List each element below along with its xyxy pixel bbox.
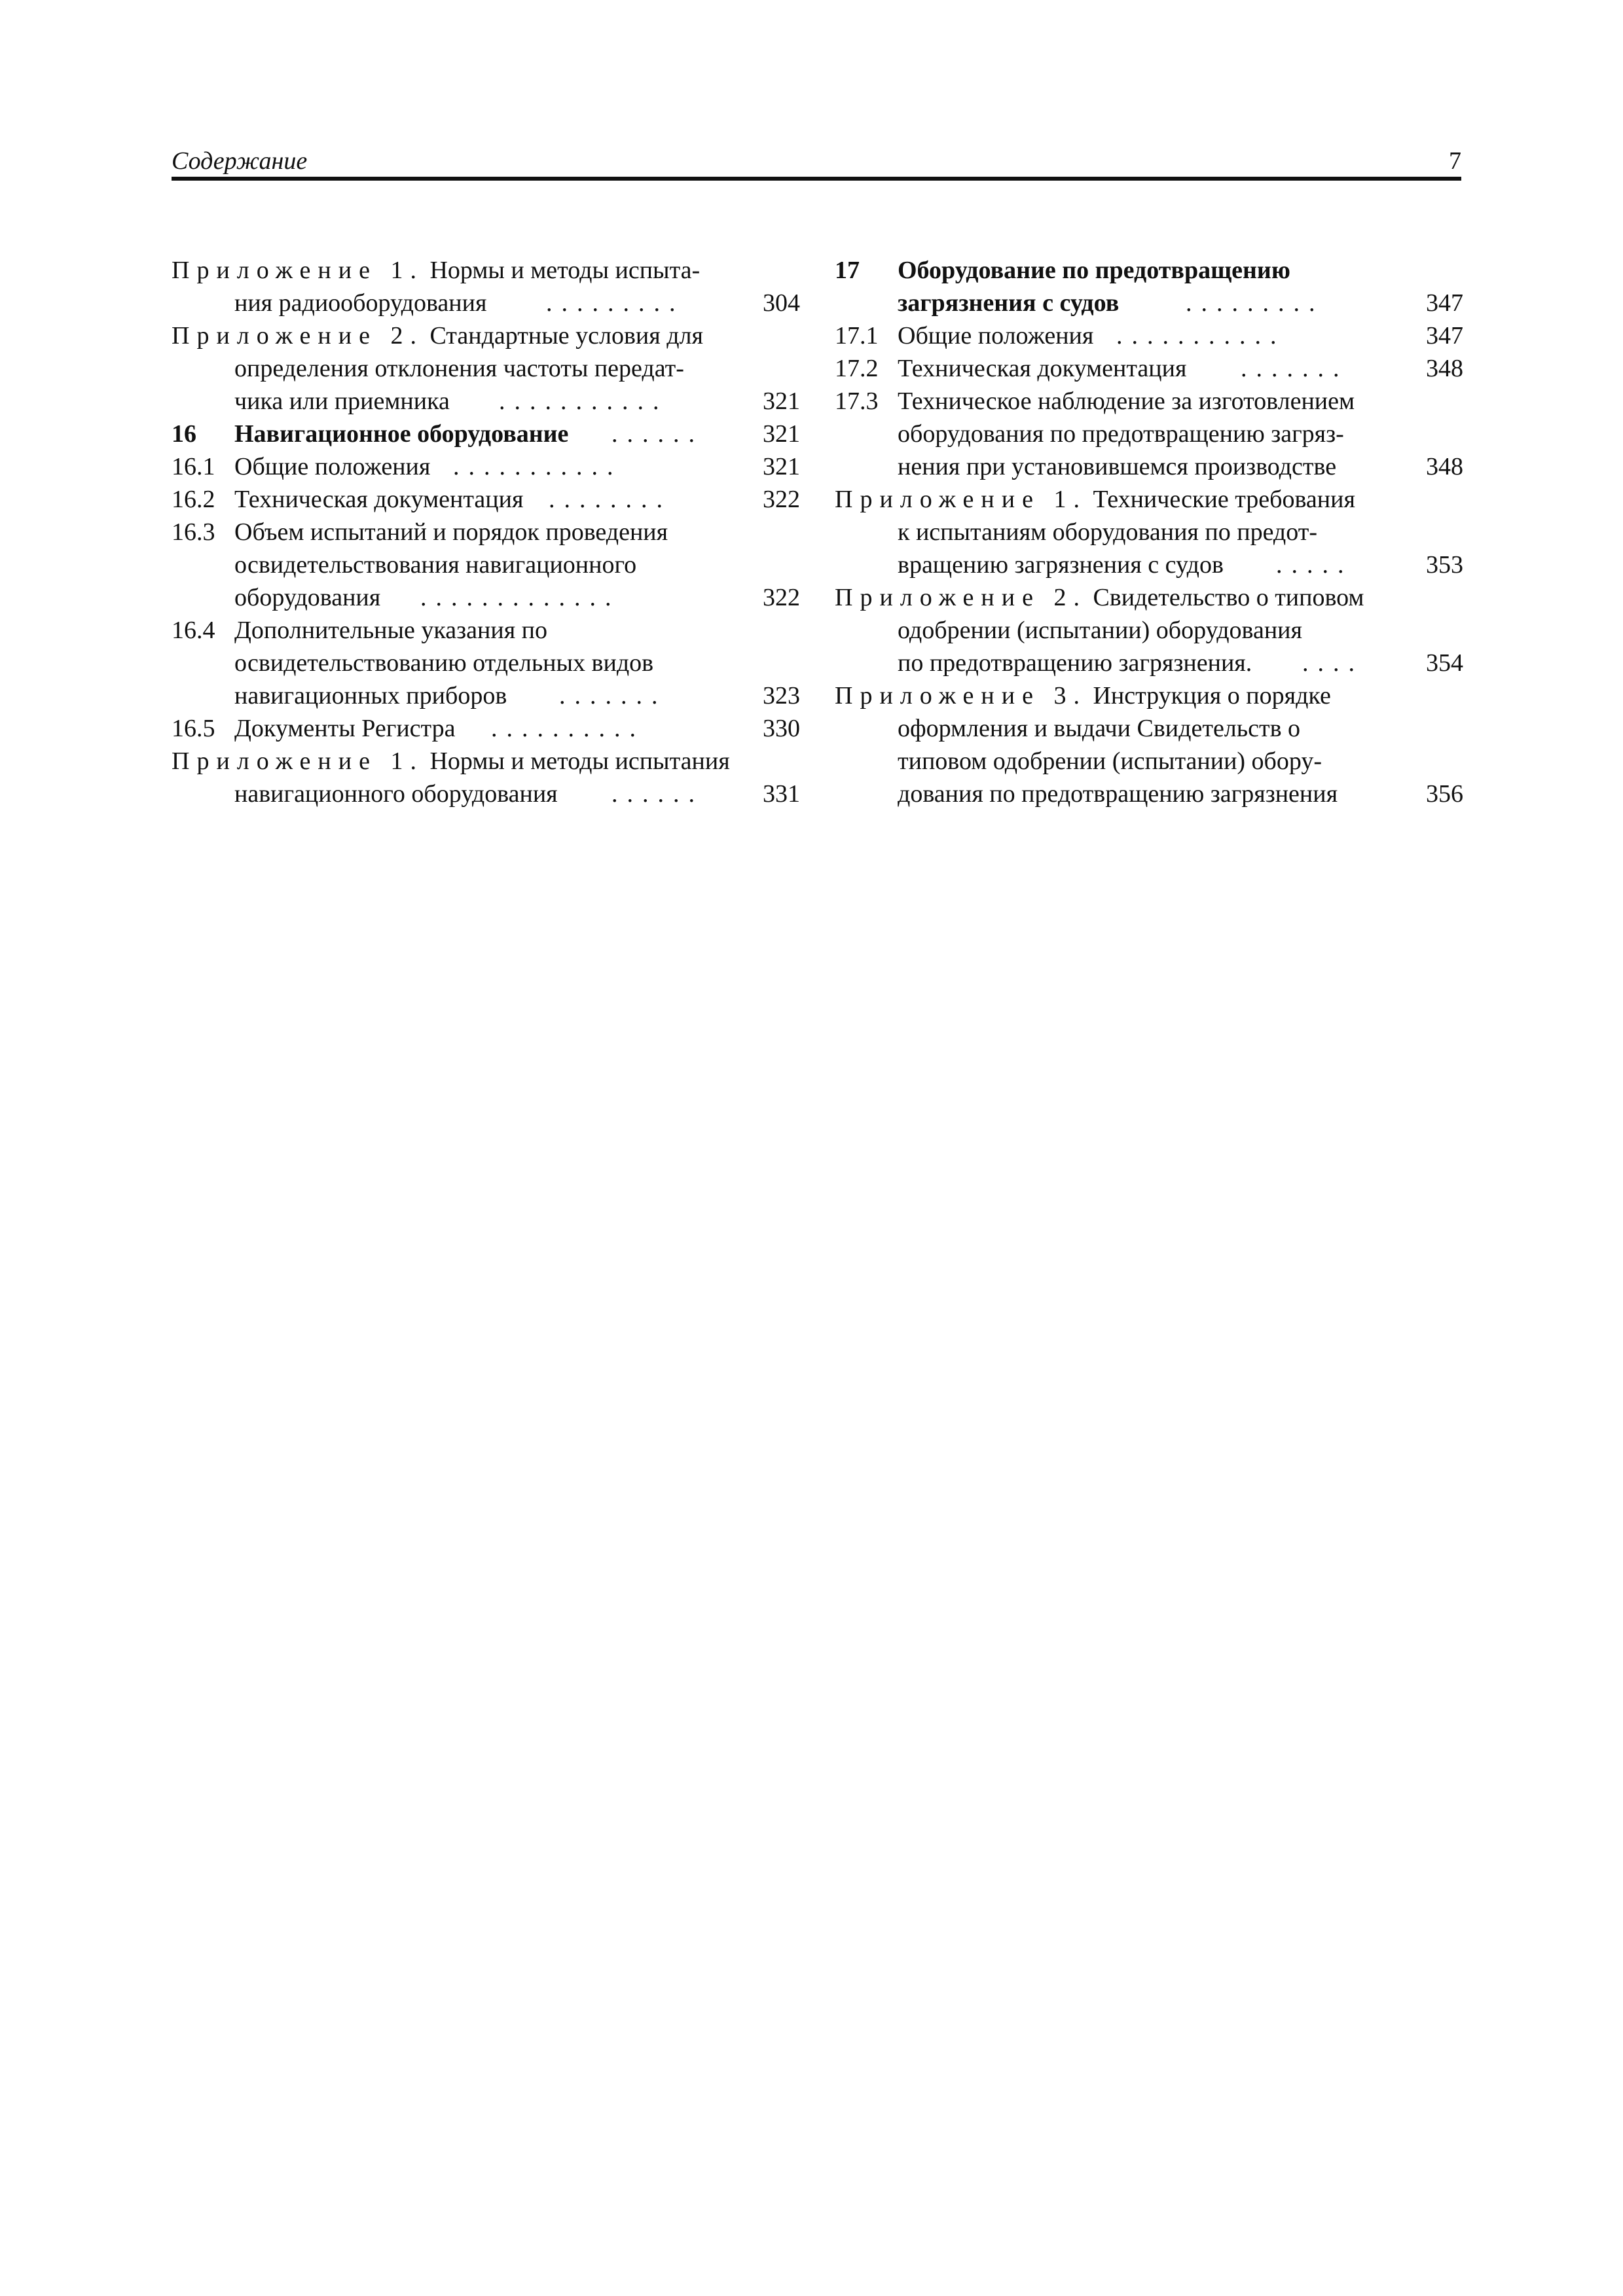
toc-entry-text: Объем испытаний и порядок проведения xyxy=(234,518,668,546)
toc-entry-text: нения при установившемся производстве xyxy=(898,453,1337,480)
toc-entry-appendix-1-navigation[interactable] xyxy=(172,745,800,810)
toc-entry-16-3[interactable] xyxy=(172,516,800,614)
toc-section-title: Общие положения xyxy=(234,453,431,480)
toc-section-number: 16 xyxy=(172,420,196,448)
toc-page-number: 348 xyxy=(1426,453,1463,480)
toc-section-title: Оборудование по предотвращению xyxy=(898,257,1290,284)
toc-entry-text: навигационного оборудования xyxy=(234,780,558,808)
toc-entry-text: освидетельствованию отдельных видов xyxy=(234,649,654,677)
toc-page-number: 348 xyxy=(1426,355,1463,382)
dot-leader: ........... xyxy=(499,387,668,415)
toc-page-number: 322 xyxy=(763,486,800,513)
toc-entry-appendix-2-standard-conditions[interactable] xyxy=(172,319,800,418)
appendix-label: Приложение 1. xyxy=(835,486,1087,513)
toc-section-title: Техническая документация xyxy=(898,355,1187,382)
toc-entry-text: ния радиооборудования xyxy=(234,289,487,317)
toc-entry-text: вращению загрязнения с судов xyxy=(898,551,1224,579)
toc-page-number: 331 xyxy=(763,780,800,808)
toc-page-number: 347 xyxy=(1426,289,1463,317)
toc-section-number: 16.3 xyxy=(172,518,215,546)
toc-entry-text: Дополнительные указания по xyxy=(234,617,548,644)
toc-page-number: 353 xyxy=(1426,551,1463,579)
toc-entry-text: Технические требования xyxy=(1093,486,1355,513)
toc-entry-text: Нормы и методы испытания xyxy=(429,747,730,775)
toc-entry-16-4[interactable] xyxy=(172,614,800,712)
toc-page-number: 356 xyxy=(1426,780,1463,808)
toc-page-number: 321 xyxy=(763,420,800,448)
toc-page-number: 347 xyxy=(1426,322,1463,350)
toc-section-title: Техническая документация xyxy=(234,486,524,513)
appendix-label: Приложение 1. xyxy=(172,747,424,775)
toc-entry-16-2[interactable] xyxy=(172,483,800,516)
toc-entry-17-3[interactable] xyxy=(835,385,1463,483)
running-head xyxy=(172,143,1461,179)
toc-entry-text: одобрении (испытании) оборудования xyxy=(898,617,1303,644)
dot-leader: ....... xyxy=(559,682,667,709)
toc-section-title: Навигационное оборудование xyxy=(234,420,569,448)
appendix-label: Приложение 2. xyxy=(172,322,424,350)
dot-leader: ......... xyxy=(546,289,685,317)
toc-entry-16-5[interactable] xyxy=(172,712,800,745)
toc-page-number: 330 xyxy=(763,715,800,742)
toc-entry-16-1[interactable] xyxy=(172,450,800,483)
toc-entry-text: оформления и выдачи Свидетельств о xyxy=(898,715,1301,742)
toc-entry-text: оборудования xyxy=(234,584,381,611)
dot-leader: .......... xyxy=(491,715,645,742)
toc-section-number: 16.2 xyxy=(172,486,215,513)
toc-section-number: 17.3 xyxy=(835,387,879,415)
toc-entry-text: Инструкция о порядке xyxy=(1093,682,1331,709)
toc-right-column xyxy=(835,254,1463,810)
toc-page-number: 321 xyxy=(763,453,800,480)
toc-section-number: 17.2 xyxy=(835,355,879,382)
toc-entry-text: определения отклонения частоты передат- xyxy=(234,355,684,382)
toc-entry-appendix-1-radio[interactable] xyxy=(172,254,800,319)
toc-section-title: Общие положения xyxy=(898,322,1094,350)
appendix-label: Приложение 1. xyxy=(172,257,424,284)
running-head-title: Содержание xyxy=(172,147,308,175)
toc-section-number: 17.1 xyxy=(835,322,879,350)
toc-entry-text: чика или приемника xyxy=(234,387,450,415)
toc-entry-text: навигационных приборов xyxy=(234,682,507,709)
dot-leader: ........... xyxy=(1116,322,1286,350)
dot-leader: ........ xyxy=(549,486,672,513)
toc-page-number: 304 xyxy=(763,289,800,317)
toc-section-number: 16.4 xyxy=(172,617,215,644)
page-number: 7 xyxy=(1449,147,1461,175)
toc-entry-text: освидетельствования навигационного xyxy=(234,551,637,579)
dot-leader: ......... xyxy=(1186,289,1324,317)
toc-entry-appendix-3-instruction[interactable] xyxy=(835,679,1463,810)
toc-entry-17[interactable] xyxy=(835,254,1463,319)
toc-page-number: 322 xyxy=(763,584,800,611)
dot-leader: ...... xyxy=(611,420,704,448)
toc-entry-appendix-2-certificate[interactable] xyxy=(835,581,1463,679)
dot-leader: ..... xyxy=(1276,551,1353,579)
toc-entry-text: по предотвращению загрязнения. xyxy=(898,649,1252,677)
dot-leader: ........... xyxy=(453,453,623,480)
dot-leader: .... xyxy=(1302,649,1364,677)
toc-entry-text: оборудования по предотвращению загряз- xyxy=(898,420,1344,448)
toc-page-number: 321 xyxy=(763,387,800,415)
appendix-label: Приложение 3. xyxy=(835,682,1087,709)
toc-section-title: Документы Регистра xyxy=(234,715,456,742)
toc-page-number: 323 xyxy=(763,682,800,709)
toc-left-column xyxy=(172,254,800,810)
toc-section-number: 16.5 xyxy=(172,715,215,742)
dot-leader: ....... xyxy=(1241,355,1349,382)
toc-page-number: 354 xyxy=(1426,649,1463,677)
toc-entry-text: типовом одобрении (испытании) обору- xyxy=(898,747,1322,775)
header-rule xyxy=(172,177,1461,181)
dot-leader: ...... xyxy=(611,780,704,808)
toc-section-title: загрязнения с судов xyxy=(898,289,1120,317)
toc-section-number: 17 xyxy=(835,257,860,284)
toc-entry-text: Техническое наблюдение за изготовлением xyxy=(898,387,1355,415)
toc-entry-appendix-1-technical-requirements[interactable] xyxy=(835,483,1463,581)
appendix-label: Приложение 2. xyxy=(835,584,1087,611)
toc-entry-text: Стандартные условия для xyxy=(429,322,703,350)
toc-entry-17-1[interactable] xyxy=(835,319,1463,352)
toc-entry-text: к испытаниям оборудования по предот- xyxy=(898,518,1318,546)
toc-entry-17-2[interactable] xyxy=(835,352,1463,385)
toc-entry-text: дования по предотвращению загрязнения xyxy=(898,780,1338,808)
dot-leader: ............. xyxy=(420,584,621,611)
toc-section-number: 16.1 xyxy=(172,453,215,480)
toc-entry-text: Свидетельство о типовом xyxy=(1093,584,1364,611)
toc-entry-text: Нормы и методы испыта- xyxy=(429,257,701,284)
toc-entry-16[interactable] xyxy=(172,418,800,450)
